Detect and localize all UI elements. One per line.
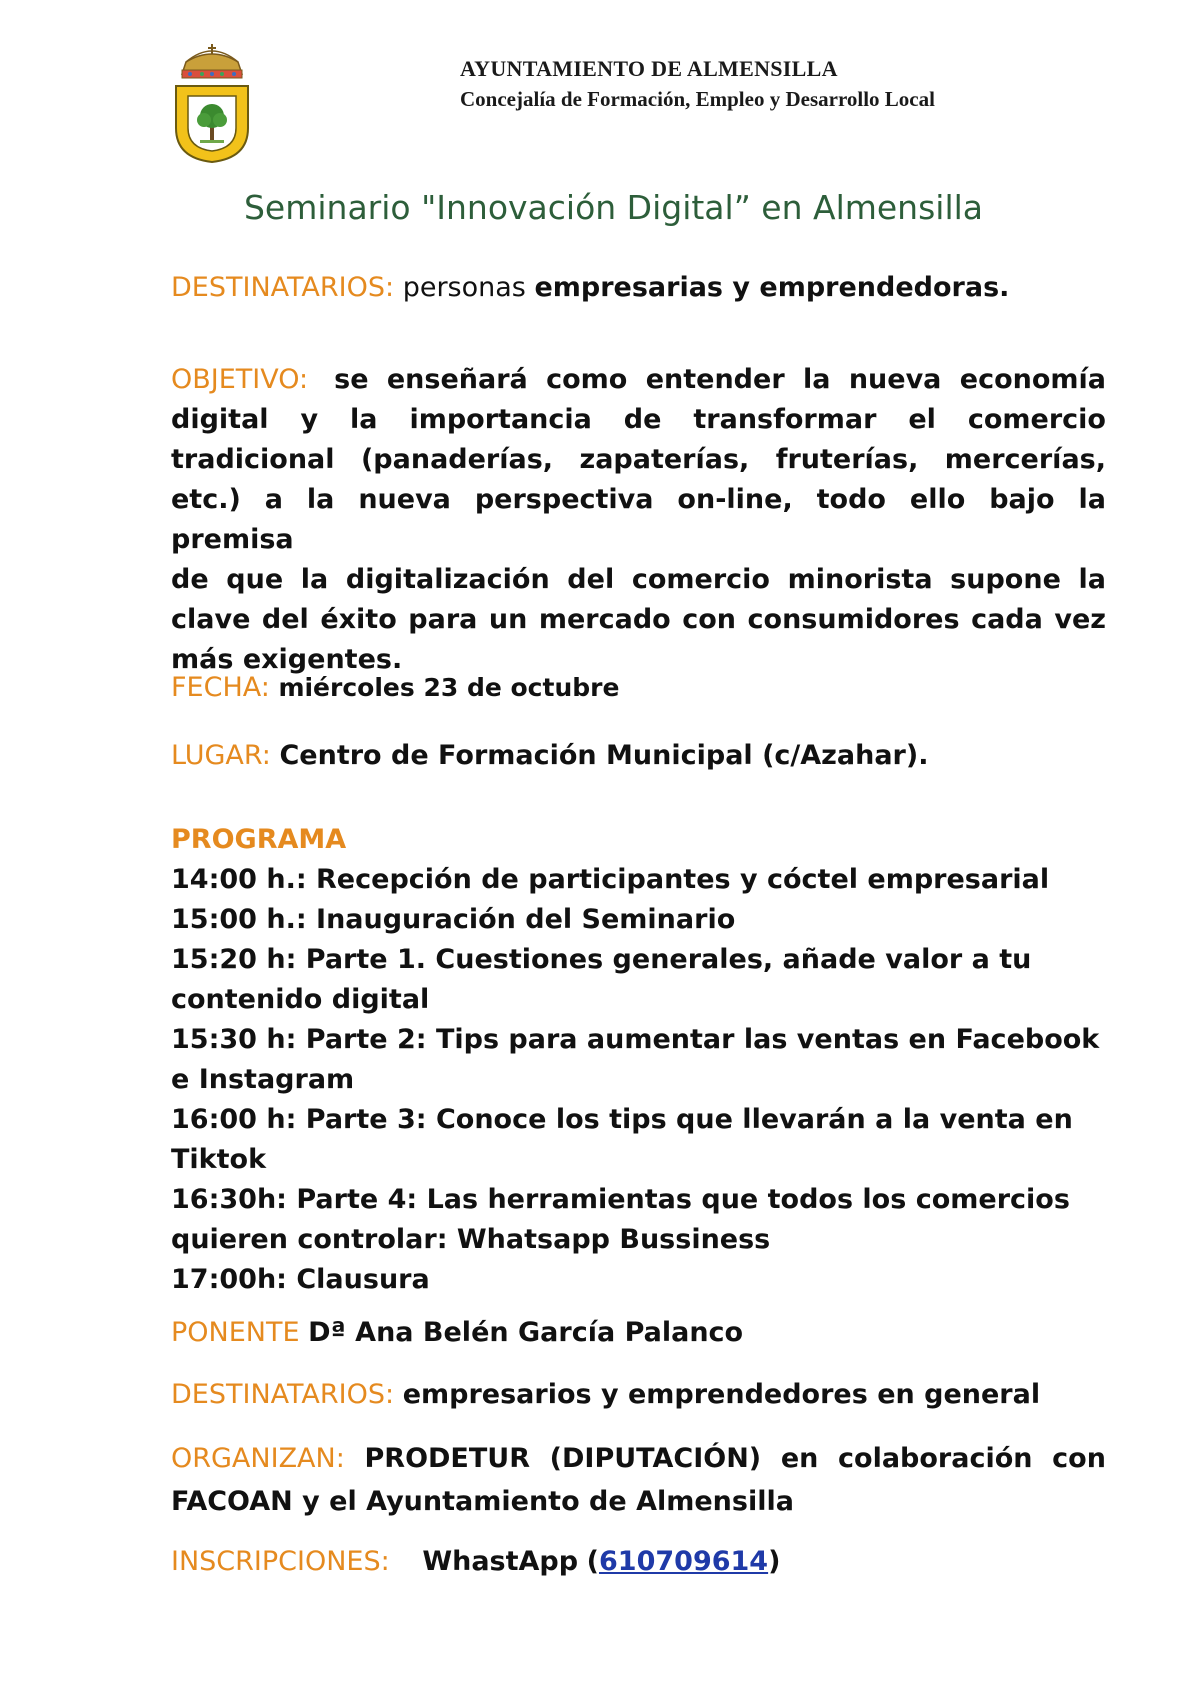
inscripciones-close-paren: ) (768, 1546, 781, 1577)
lugar-section (171, 736, 1106, 776)
programa-line: e Instagram (171, 1064, 355, 1095)
inscripciones-open-paren: ( (586, 1546, 600, 1577)
objetivo-line-text: se enseñará como entender la nueva economía (334, 364, 1106, 395)
ponente-section (171, 1313, 1106, 1353)
inscripciones-label: INSCRIPCIONES: (171, 1546, 390, 1577)
inscripciones-section (171, 1542, 1106, 1582)
seminar-title: Seminario "Innovación Digital” en Almensilla (243, 188, 984, 227)
ponente-label: PONENTE (171, 1317, 300, 1348)
programa-line: 17:00h: Clausura (171, 1264, 430, 1295)
programa-line: 15:20 h: Parte 1. Cuestiones generales, añade valor a tu (171, 944, 1032, 975)
destinatarios-text-bold: empresarias y emprendedoras. (534, 272, 1010, 303)
organizan-line-1 (171, 1437, 1106, 1480)
destinatarios-general-label: DESTINATARIOS: (171, 1379, 395, 1410)
lugar-label: LUGAR: (171, 740, 271, 771)
programa-line: 15:00 h.: Inauguración del Seminario (171, 904, 736, 935)
municipal-crest-logo (172, 40, 252, 164)
destinatarios-general-value: empresarios y emprendedores en general (402, 1379, 1041, 1410)
organizan-word: PRODETUR (364, 1443, 531, 1474)
inscripciones-prefix: WhastApp (422, 1546, 579, 1577)
programa-line: quieren controlar: Whatsapp Bussiness (171, 1224, 771, 1255)
destinatarios-label: DESTINATARIOS: (171, 272, 395, 303)
programa-line: 16:00 h: Parte 3: Conoce los tips que llevarán a la venta en (171, 1104, 1073, 1135)
fecha-value: miércoles 23 de octubre (278, 673, 620, 702)
letterhead-line-1: AYUNTAMIENTO DE ALMENSILLA (460, 56, 838, 81)
objetivo-label: OBJETIVO: (171, 364, 309, 395)
objetivo-line-1 (171, 360, 1106, 400)
objetivo-line: tradicional (panaderías, zapaterías, fruterías, mercerías, (171, 444, 1106, 475)
destinatarios-section (171, 268, 1106, 308)
fecha-section (171, 668, 1106, 708)
lugar-value: Centro de Formación Municipal (c/Azahar). (279, 740, 929, 771)
objetivo-line: etc.) a la nueva perspectiva on-line, todo ello bajo la premisa (171, 484, 1106, 555)
destinatarios-text-normal: personas (402, 272, 526, 303)
organizan-word: en (780, 1443, 819, 1474)
whatsapp-phone-link[interactable]: 610709614 (599, 1546, 769, 1577)
objetivo-line: de que la digitalización del comercio minorista supone la (171, 564, 1106, 595)
letterhead (460, 54, 935, 114)
letterhead-line-2: Concejalía de Formación, Empleo y Desarrollo Local (460, 87, 935, 111)
objetivo-line: más exigentes. (171, 644, 403, 675)
organizan-label: ORGANIZAN: (171, 1443, 345, 1474)
programa-label: PROGRAMA (171, 824, 347, 855)
programa-section (171, 820, 1106, 1300)
programa-line: contenido digital (171, 984, 430, 1015)
objetivo-line: clave del éxito para un mercado con consumidores cada vez (171, 604, 1106, 635)
organizan-word: (DIPUTACIÓN) (549, 1443, 762, 1474)
objetivo-line: digital y la importancia de transformar el comercio (171, 404, 1106, 435)
fecha-label: FECHA: (171, 672, 270, 703)
ponente-value: Dª Ana Belén García Palanco (308, 1317, 744, 1348)
objetivo-section (171, 360, 1106, 680)
organizan-line-2: FACOAN y el Ayuntamiento de Almensilla (171, 1486, 794, 1517)
programa-line: 14:00 h.: Recepción de participantes y cóctel empresarial (171, 864, 1050, 895)
programa-line: 16:30h: Parte 4: Las herramientas que todos los comercios (171, 1184, 1070, 1215)
organizan-word: colaboración (838, 1443, 1033, 1474)
programa-line: 15:30 h: Parte 2: Tips para aumentar las ventas en Facebook (171, 1024, 1100, 1055)
programa-line: Tiktok (171, 1144, 267, 1175)
organizan-word: con (1052, 1443, 1106, 1474)
organizan-section (171, 1437, 1106, 1523)
destinatarios-general-section (171, 1375, 1106, 1415)
